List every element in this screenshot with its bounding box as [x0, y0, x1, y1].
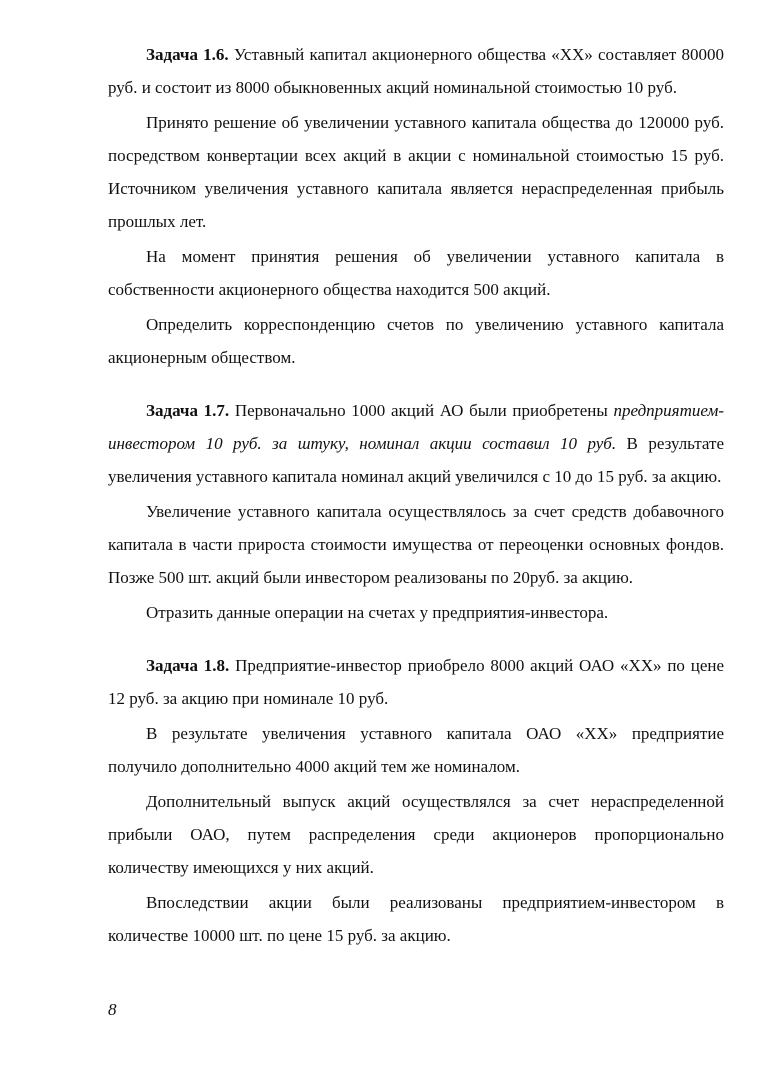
task-1-6-text-1: Уставный капитал акционерного общества «XX» составляет 80000 руб. и состоит из 8000 обыкновенных акций номинальной стоимостью 10 руб. — [108, 45, 724, 97]
task-1-6-paragraph-1 — [108, 38, 724, 104]
task-1-7-paragraph-2: Увеличение уставного капитала осуществлялось за счет средств добавочного капитала в части прироста стоимости имущества от переоценки основных фондов. Позже 500 шт. акций были инвестором реализованы по 20руб. за акцию. — [108, 502, 724, 587]
task-1-6-paragraph-3: На момент принятия решения об увеличении уставного капитала в собственности акционерного общества находится 500 акций. — [108, 247, 724, 299]
task-1-7-text-pre: Первоначально 1000 акций АО были приобретены — [234, 401, 614, 420]
task-1-8-label: Задача 1.8. — [146, 656, 230, 675]
task-1-8-paragraph-2: В результате увеличения уставного капитала ОАО «XX» предприятие получило дополнительно 4000 акций тем же номиналом. — [108, 724, 724, 776]
task-1-6-label: Задача 1.6. — [146, 45, 229, 64]
task-1-8-text-1: Предприятие-инвестор приобрело 8000 акций ОАО «XX» по цене 12 руб. за акцию при номинале 10 руб. — [108, 656, 725, 708]
task-1-8-paragraph-4: Впоследствии акции были реализованы предприятием-инвестором в количестве 10000 шт. по цене 15 руб. за акцию. — [108, 893, 724, 945]
task-1-8-paragraph-3: Дополнительный выпуск акций осуществлялся за счет нераспределенной прибыли ОАО, путем распределения среди акционеров пропорционально количеству имеющихся у них акций. — [108, 792, 724, 877]
task-1-8-paragraph-1 — [108, 649, 724, 715]
task-1-7-text-italic: предприятием-инвестором 10 руб. за штуку, номинал акции составил 10 руб. — [108, 401, 724, 453]
page-number: 8 — [108, 1000, 117, 1019]
page-body — [108, 38, 724, 952]
task-1-7-text-post: В результате увеличения уставного капитала номинал акций увеличился с 10 до 15 руб. за акцию. — [108, 434, 725, 486]
task-1-7-paragraph-1 — [108, 394, 724, 493]
task-1-7-paragraph-3: Отразить данные операции на счетах у предприятия-инвестора. — [146, 603, 609, 622]
task-1-6-paragraph-2: Принято решение об увеличении уставного капитала общества до 120000 руб. посредством конвертации всех акций в акции с номинальной стоимостью 15 руб. Источником увеличения уставного капитала является нераспределенная прибыль прошлых лет. — [108, 113, 724, 231]
task-1-6-paragraph-4: Определить корреспонденцию счетов по увеличению уставного капитала акционерным обществом. — [108, 315, 724, 367]
task-1-7-label: Задача 1.7. — [146, 401, 230, 420]
